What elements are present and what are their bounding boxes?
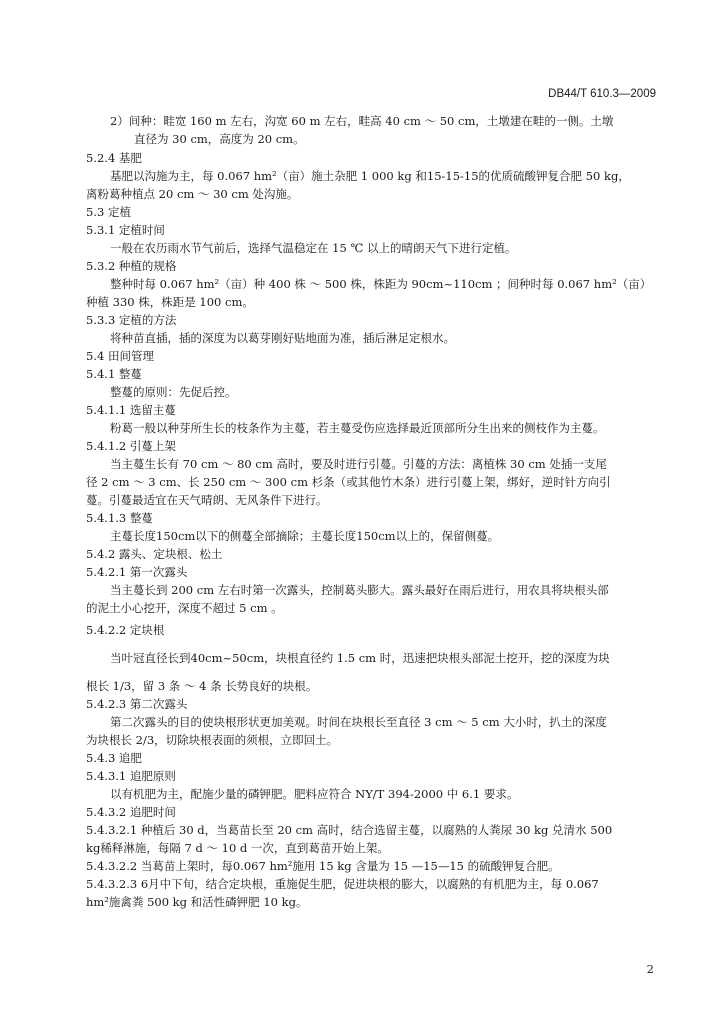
text-line: 为块根长 2/3，切除块根表面的须根，立即回土。 xyxy=(86,732,339,747)
text-line: 整蔓的原则：先促后控。 xyxy=(110,384,237,399)
section-heading: 5.3.3 定植的方法 xyxy=(86,312,177,327)
section-heading: 5.4.2 露头、定块根、松土 xyxy=(86,546,223,561)
section-heading: 5.4.3.2 追肥时间 xyxy=(86,804,176,819)
section-heading: 5.2.4 基肥 xyxy=(86,150,142,165)
text-line: 5.4.3.2.3 6月中下旬，结合定块根，重施促生肥，促进块根的膨大，以腐熟的有机肥为主，每 0.067 xyxy=(86,876,599,891)
text-line: 种植 330 株，株距是 100 cm。 xyxy=(86,294,254,309)
text-line: 基肥以沟施为主，每 0.067 hm²（亩）施土杂肥 1 000 kg 和15-15-15的优质硫酸钾复合肥 50 kg， xyxy=(110,168,630,183)
section-heading: 5.4.2.3 第二次露头 xyxy=(86,696,188,711)
section-heading: 5.4 田间管理 xyxy=(86,348,154,363)
text-line: 蔓。引蔓最适宜在天气晴朗、无风条件下进行。 xyxy=(86,492,328,507)
text-line: 的泥土小心挖开，深度不超过 5 cm 。 xyxy=(86,600,283,615)
text-line: 离粉葛种植点 20 cm ～ 30 cm 处沟施。 xyxy=(86,186,299,201)
text-line: 当主蔓长到 200 cm 左右时第一次露头，控制葛头膨大。露头最好在雨后进行，用农具将块根头部 xyxy=(110,582,609,597)
section-heading: 5.4.1.2 引蔓上架 xyxy=(86,438,176,453)
text-line: 径 2 cm ～ 3 cm、长 250 cm ～ 300 cm 杉条（或其他竹木条）进行引蔓上架，绑好，逆时针方向引 xyxy=(86,474,611,489)
section-heading: 5.4.2.2 定块根 xyxy=(86,622,165,637)
text-line: 5.4.3.2.1 种植后 30 d，当葛苗长至 20 cm 高时，结合选留主蔓，以腐熟的人粪尿 30 kg 兑清水 500 xyxy=(86,822,613,837)
text-line: 当主蔓生长有 70 cm ～ 80 cm 高时，要及时进行引蔓。引蔓的方法：离植株 30 cm 处插一支尾 xyxy=(110,456,607,471)
section-heading: 5.4.3.1 追肥原则 xyxy=(86,768,176,783)
section-heading: 5.4.3 追肥 xyxy=(86,750,142,765)
text-line: 整种时每 0.067 hm²（亩）种 400 株 ～ 500 株，株距为 90cm~110cm ；间种时每 0.067 hm²（亩） xyxy=(110,276,652,291)
text-line: 以有机肥为主，配施少量的磷钾肥。肥料应符合 NY/T 394-2000 中 6.1 要求。 xyxy=(110,786,519,801)
text-line: kg稀释淋施，每隔 7 d ～ 10 d 一次，直到葛苗开始上架。 xyxy=(86,840,389,855)
section-heading: 5.4.1.3 整蔓 xyxy=(86,510,153,525)
section-heading: 5.4.1.1 选留主蔓 xyxy=(86,402,176,417)
standard-code: DB44/T 610.3—2009 xyxy=(548,88,656,100)
text-line: 5.4.3.2.2 当葛苗上架时，每0.067 hm²施用 15 kg 含量为 15 —15—15 的硫酸钾复合肥。 xyxy=(86,858,560,873)
text-line: 粉葛一般以种芽所生长的枝条作为主蔓，若主蔓受伤应选择最近顶部所分生出来的侧枝作为主蔓。 xyxy=(110,420,605,435)
section-heading: 5.3.1 定植时间 xyxy=(86,222,165,237)
text-line: 一般在农历雨水节气前后，选择气温稳定在 15 ℃ 以上的晴朗天气下进行定植。 xyxy=(110,240,517,255)
section-heading: 5.3 定植 xyxy=(86,204,131,219)
text-line: 2）间种：畦宽 160 m 左右，沟宽 60 m 左右，畦高 40 cm ～ 50 cm，土墩建在畦的一侧。土墩 xyxy=(110,114,614,128)
text-line: 直径为 30 cm，高度为 20 cm。 xyxy=(134,132,305,146)
page-number: 2 xyxy=(646,962,654,976)
text-line: 根长 1/3，留 3 条 ～ 4 条 长势良好的块根。 xyxy=(86,678,318,693)
text-line: hm²施禽粪 500 kg 和活性磷钾肥 10 kg。 xyxy=(86,894,308,909)
text-line: 将种苗直插，插的深度为以葛芽刚好贴地面为准，插后淋足定根水。 xyxy=(110,330,455,345)
section-heading: 5.4.2.1 第一次露头 xyxy=(86,564,188,579)
text-line: 第二次露头的目的使块根形状更加美观。时间在块根长至直径 3 cm ～ 5 cm 大小时，扒土的深度 xyxy=(110,714,607,729)
section-heading: 5.4.1 整蔓 xyxy=(86,366,142,381)
section-heading: 5.3.2 种植的规格 xyxy=(86,258,177,273)
text-line: 主蔓长度150cm以下的侧蔓全部摘除；主蔓长度150cm以上的，保留侧蔓。 xyxy=(110,528,500,543)
text-line: 当叶冠直径长到40cm~50cm，块根直径约 1.5 cm 时，迅速把块根头部泥土挖开，挖的深度为块 xyxy=(110,650,610,665)
document-body xyxy=(86,112,658,911)
